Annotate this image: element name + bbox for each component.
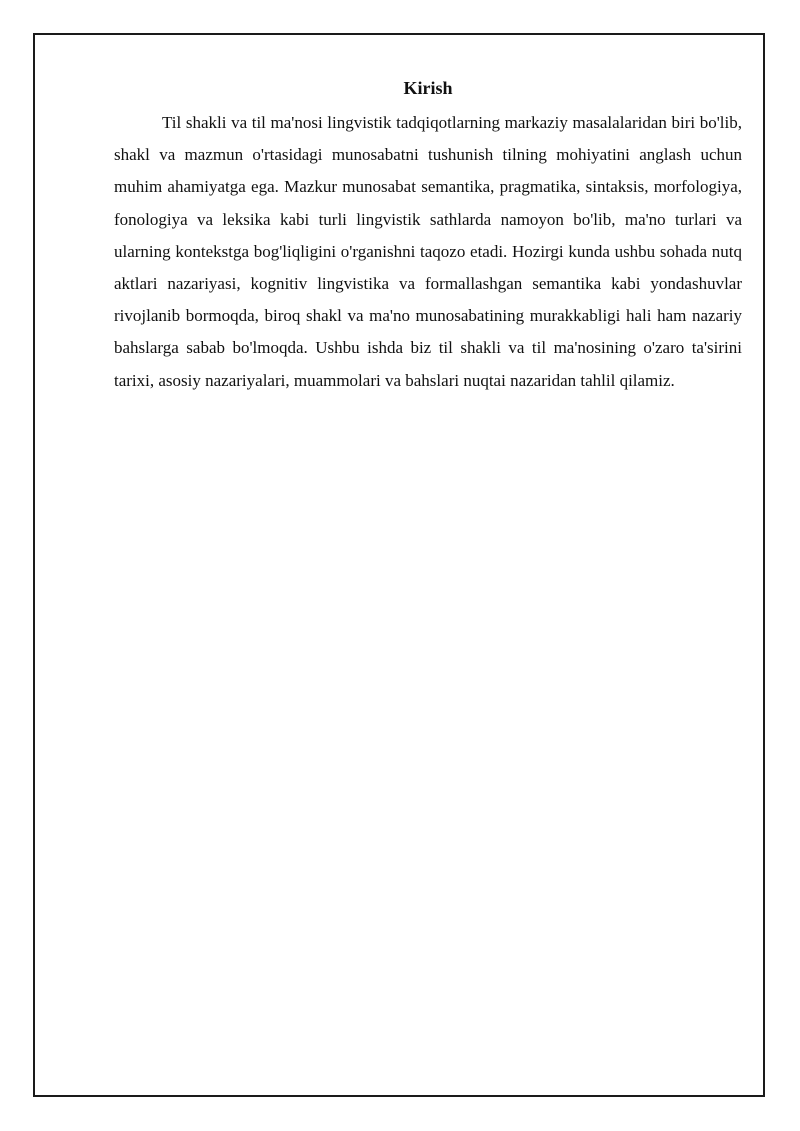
introduction-paragraph: Til shakli va til ma'nosi lingvistik tadqiqotlarning markaziy masalalaridan biri bo'lib, shakl va mazmun o'rtasidagi munosabatni tushunish tilning mohiyatini anglash uchun muhim ahamiyatga ega. Mazkur munosabat semantika, pragmatika, sintaksis, morfologiya, fonologiya va leksika kabi turli lingvistik sathlarda namoyon bo'lib, ma'no turlari va ularning kontekstga bog'liqligini o'rganishni taqozo etadi. Hozirgi kunda ushbu sohada nutq aktlari nazariyasi, kognitiv lingvistika va formallashgan semantika kabi yondashuvlar rivojlanib bormoqda, biroq shakl va ma'no munosabatining murakkabligi hali ham nazariy bahslarga sabab bo'lmoqda. Ushbu ishda biz til shakli va til ma'nosining o'zaro ta'sirini tarixi, asosiy nazariyalari, muammolari va bahslari nuqtai nazaridan tahlil qilamiz. [114, 113, 742, 390]
document-title: Kirish [403, 78, 453, 98]
